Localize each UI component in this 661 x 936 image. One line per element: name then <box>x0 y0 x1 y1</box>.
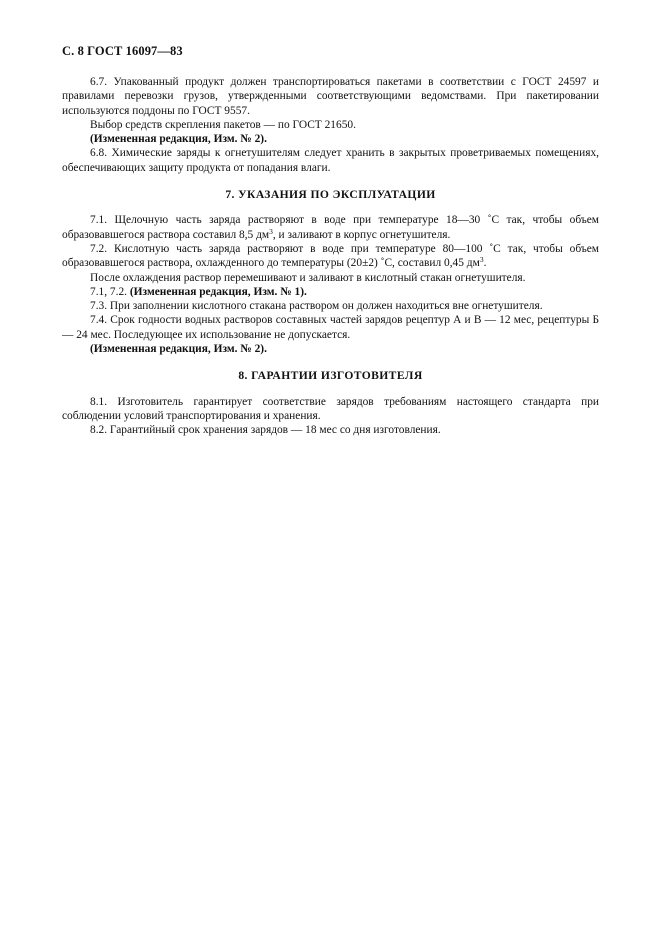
fastening-note: Выбор средств скрепления пакетов — по ГОСТ 21650. <box>90 118 356 131</box>
document-body <box>62 75 599 438</box>
clause-7-4: 7.4. Срок годности водных растворов составных частей зарядов рецептур А и В — 12 мес, рецептуры Б — 24 мес. Последующее их использование не допускается. <box>62 314 599 341</box>
clause-7-1-text: 7.1. Щелочную часть заряда растворяют в воде при температуре 18—30 ˚С так, чтобы объем образовавшегося раствора составил 8,5 дм <box>62 214 599 241</box>
clause-7-1 <box>62 213 599 242</box>
clause-7-2-text: 7.2. Кислотную часть заряда растворяют в воде при температуре 80—100 ˚С так, чтобы объем образовавшегося раствора, охлажденного до температуры (20±2) ˚С, составил 0,45 дм <box>62 242 599 270</box>
clause-ref: 7.1, 7.2. <box>90 285 128 298</box>
section-7-heading: 7. УКАЗАНИЯ ПО ЭКСПЛУАТАЦИИ <box>225 188 436 202</box>
unit-superscript: 3 <box>269 226 273 236</box>
unit-superscript: 3 <box>479 255 484 265</box>
revision-note: (Измененная редакция, Изм. № 2). <box>90 343 267 356</box>
clause-8-2: 8.2. Гарантийный срок хранения зарядов — 18 мес со дня изготовления. <box>90 424 441 437</box>
section-8-heading: 8. ГАРАНТИИ ИЗГОТОВИТЕЛЯ <box>238 369 423 383</box>
running-header: С. 8 ГОСТ 16097—83 <box>62 44 183 58</box>
revision-note: (Измененная редакция, Изм. № 2). <box>90 133 267 146</box>
clause-7-1-tail: , и заливают в корпус огнетушителя. <box>272 228 451 241</box>
revision-note: (Измененная редакция, Изм. № 1). <box>129 285 307 298</box>
clause-7-3: 7.3. При заполнении кислотного стакана раствором он должен находиться вне огнетушителя. <box>90 300 543 313</box>
clause-8-1: 8.1. Изготовитель гарантирует соответствие зарядов требованиям настоящего стандарта при соблюдении условий транспортирования и хранения. <box>62 395 599 422</box>
clause-6-7: 6.7. Упакованный продукт должен транспортироваться пакетами в соответствии с ГОСТ 24597 и правилами перевозки грузов, утвержденными соответствующими ведомствами. При пакетировании используются поддоны по ГОСТ 9557. <box>62 76 599 117</box>
clause-7-2 <box>62 242 599 271</box>
cooling-note: После охлаждения раствор перемешивают и заливают в кислотный стакан огнетушителя. <box>90 271 526 284</box>
clause-7-2-tail: . <box>483 257 487 270</box>
clause-6-8: 6.8. Химические заряды к огнетушителям следует хранить в закрытых проветриваемых помещениях, обеспечивающих защиту продукта от попадания влаги. <box>62 147 599 174</box>
clause-ref-revision <box>62 285 599 299</box>
